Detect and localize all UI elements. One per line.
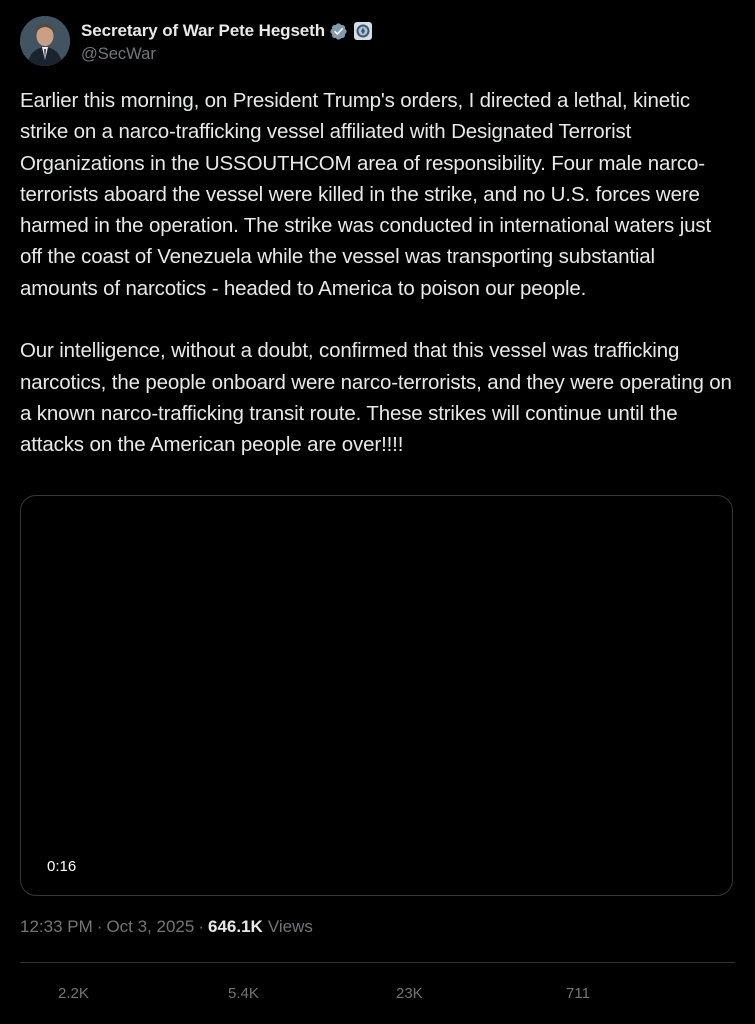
video-player[interactable] <box>20 495 733 896</box>
tweet-paragraph: Our intelligence, without a doubt, confirmed that this vessel was trafficking narcotics, the people onboard were narco-terrorists, and they were operating on a known narco-trafficking transit route. These strikes will continue until the attacks on the American people are over!!!! <box>20 339 732 457</box>
tweet-paragraph: Earlier this morning, on President Trump's orders, I directed a lethal, kinetic strike on a narco-trafficking vessel affiliated with Designated Terrorist Organizations in the USSOUTHCOM area of responsibility. Four male narco-terrorists aboard the vessel were killed in the strike, and no U.S. forces were harmed in the operation. The strike was conducted in international waters just off the coast of Venezuela while the vessel was transporting substantial amounts of narcotics - headed to America to poison our people. <box>20 89 712 300</box>
tweet-header <box>20 14 373 68</box>
reply-count: 2.2K <box>58 985 89 1002</box>
author-names <box>81 18 373 64</box>
avatar-photo-icon <box>20 16 70 66</box>
bookmark-count: 711 <box>566 985 590 1002</box>
author-handle[interactable]: @SecWar <box>81 45 156 63</box>
reply-button[interactable] <box>58 985 89 1002</box>
views-label: Views <box>267 917 313 936</box>
tweet-text <box>20 85 732 461</box>
tweet-meta <box>20 917 313 937</box>
government-affiliate-seal-icon[interactable] <box>353 21 373 41</box>
bookmark-button[interactable] <box>566 985 590 1002</box>
avatar[interactable] <box>20 16 70 66</box>
views-count: 646.1K <box>208 917 263 936</box>
tweet-time[interactable]: 12:33 PM <box>20 917 93 936</box>
meta-separator: · <box>96 917 103 936</box>
action-bar <box>0 985 755 1005</box>
like-button[interactable] <box>396 985 423 1002</box>
retweet-count: 5.4K <box>228 985 259 1002</box>
author-display-name[interactable]: Secretary of War Pete Hegseth <box>81 21 326 40</box>
like-count: 23K <box>396 985 423 1002</box>
divider <box>20 962 735 963</box>
tweet-date[interactable]: Oct 3, 2025 <box>106 917 195 936</box>
video-duration: 0:16 <box>47 858 77 875</box>
verified-badge-icon <box>329 22 348 41</box>
retweet-button[interactable] <box>228 985 259 1002</box>
meta-separator: · <box>198 917 204 936</box>
